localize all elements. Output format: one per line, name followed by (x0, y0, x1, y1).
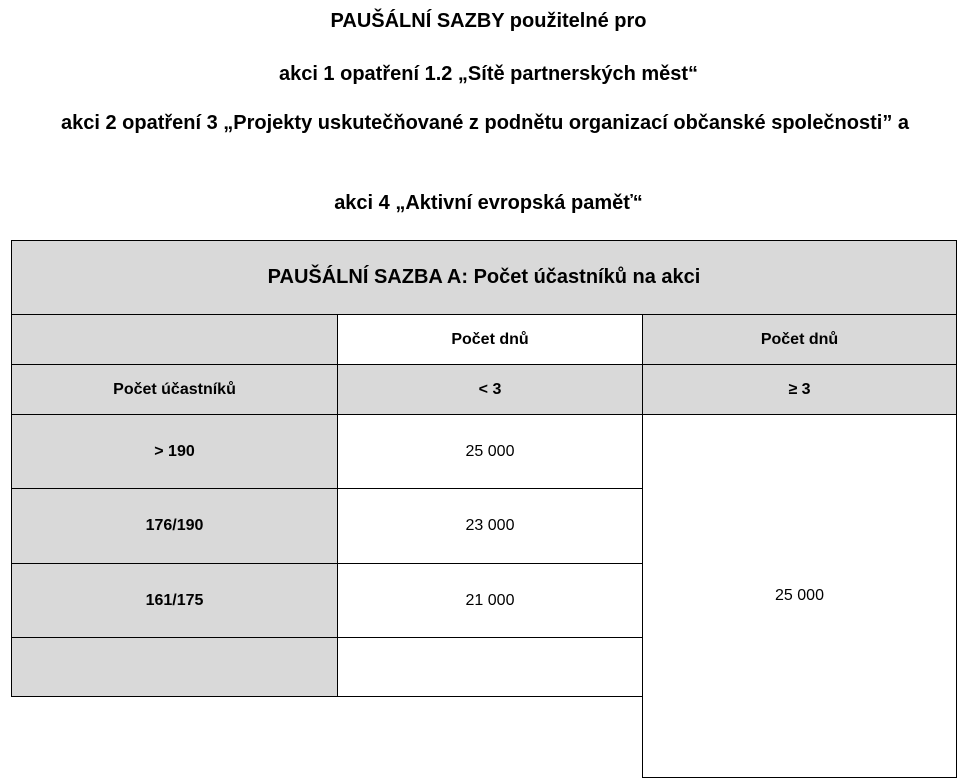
table-row-participants: 176/190 (11, 488, 338, 564)
col-group-header-1: Počet dnů (337, 314, 643, 365)
subtitle-action-4: akci 4 „Aktivní evropská paměť“ (334, 192, 643, 214)
table-title: PAUŠÁLNÍ SAZBA A: Počet účastníků na akci (11, 240, 957, 315)
flat-rate-table (11, 240, 957, 670)
header-empty-cell (11, 314, 338, 365)
title-rest-part: použitelné pro (504, 10, 647, 32)
table-row-value: 23 000 (337, 488, 643, 564)
subtitle-action-1: akci 1 opatření 1.2 „Sítě partnerských měst“ (278, 63, 699, 85)
col-group-header-2: Počet dnů (642, 314, 957, 365)
table-row-value: 25 000 (337, 414, 643, 489)
table-row-partial (11, 637, 338, 697)
table-row-participants: 161/175 (11, 563, 338, 638)
col-condition-ge3: ≥ 3 (642, 364, 957, 415)
table-row-value: 21 000 (337, 563, 643, 638)
col-condition-lt3: < 3 (337, 364, 643, 415)
table-row-participants: > 190 (11, 414, 338, 489)
page-title (0, 6, 977, 36)
title-bold-part: PAUŠÁLNÍ SAZBY (330, 10, 505, 32)
table-row-partial-value (337, 637, 643, 697)
merged-value-ge3: 25 000 (642, 414, 957, 778)
row-header-participants: Počet účastníků (11, 364, 338, 415)
subtitle-action-2: akci 2 opatření 3 „Projekty uskutečňované z podnětu organizací občanské společnosti” a (60, 112, 910, 134)
